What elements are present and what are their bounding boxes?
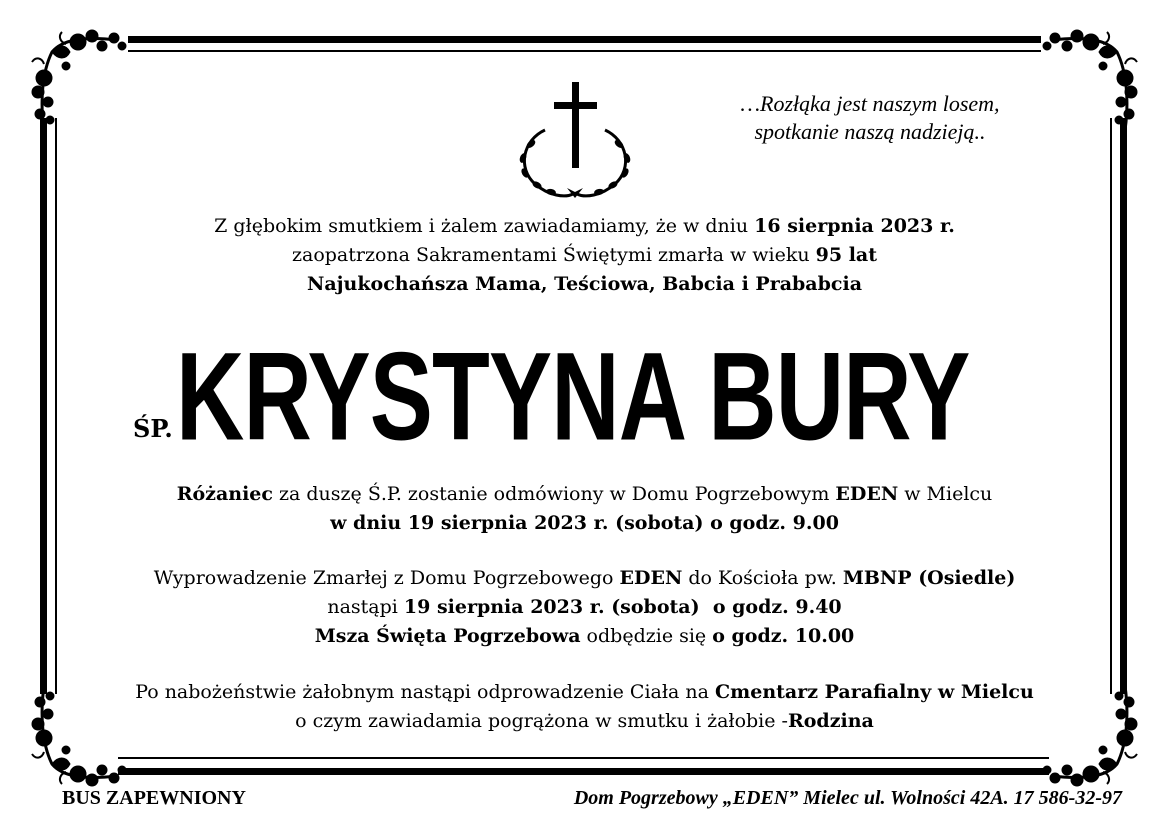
- quote: [700, 90, 1040, 146]
- procession-text: Wyprowadzenie Zmarłej z Domu Pogrzebowego: [153, 567, 620, 589]
- funeral-home-contact: Dom Pogrzebowy „EDEN” Mielec ul. Wolności 42A. 17 586-32-97: [573, 787, 1122, 809]
- closing-info: [0, 678, 1169, 736]
- family-roles: Najukochańsza Mama, Teściowa, Babcia i Prababcia: [307, 273, 862, 295]
- procession-datetime: 19 sierpnia 2023 r. (sobota) o godz. 9.40: [403, 596, 842, 618]
- closing-line-1: [0, 678, 1169, 707]
- announcement-line-3: [0, 270, 1169, 299]
- procession-text: do Kościoła pw.: [682, 567, 843, 589]
- procession-info: [0, 564, 1169, 651]
- church-name: MBNP (Osiedle): [842, 567, 1016, 589]
- announcement-text: zaopatrzona Sakramentami Świętymi zmarła w wieku: [291, 244, 816, 266]
- closing-line-2: [0, 707, 1169, 736]
- quote-line-1: …Rozłąka jest naszym losem,: [740, 91, 1000, 116]
- rosary-line-2: [0, 509, 1169, 538]
- rosary-datetime: w dniu 19 sierpnia 2023 r. (sobota) o godz. 9.00: [330, 512, 839, 534]
- closing-text: Po nabożeństwie żałobnym nastąpi odprowadzenie Ciała na: [135, 681, 716, 703]
- cemetery-name: Cmentarz Parafialny w Mielcu: [715, 681, 1034, 703]
- rosary-place: EDEN: [835, 483, 899, 505]
- procession-text: odbędzie się: [580, 625, 713, 647]
- frame-top-thin: [128, 50, 1041, 52]
- procession-line-1: [0, 564, 1169, 593]
- rosary-word: Różaniec: [176, 483, 273, 505]
- corner-ornament-top-right: [1037, 22, 1147, 132]
- deceased-name-row: [0, 326, 1169, 467]
- announcement-line-1: [0, 212, 1169, 241]
- cross-wreath-icon: [505, 78, 645, 208]
- procession-place: EDEN: [619, 567, 683, 589]
- procession-line-2: [0, 593, 1169, 622]
- frame-top-thick: [128, 36, 1041, 43]
- death-date: 16 sierpnia 2023 r.: [754, 215, 955, 237]
- frame-bottom-thick: [118, 768, 1049, 775]
- family-signature: Rodzina: [787, 710, 874, 732]
- rosary-text: w Mielcu: [898, 483, 993, 505]
- rosary-info: [0, 480, 1169, 538]
- announcement: [0, 212, 1169, 299]
- name-prefix: ŚP.: [133, 414, 173, 443]
- mass-label: Msza Święta Pogrzebowa: [314, 625, 581, 647]
- closing-text: o czym zawiadamia pogrążona w smutku i żałobie -: [295, 710, 788, 732]
- age: 95 lat: [815, 244, 878, 266]
- rosary-line-1: [0, 480, 1169, 509]
- rosary-text: za duszę Ś.P. zostanie odmówiony w Domu Pogrzebowym: [272, 483, 836, 505]
- procession-line-3: [0, 622, 1169, 651]
- mass-time: o godz. 10.00: [712, 625, 855, 647]
- announcement-line-2: [0, 241, 1169, 270]
- bus-note: BUS ZAPEWNIONY: [62, 787, 246, 809]
- deceased-name: KRYSTYNA BURY: [176, 327, 970, 467]
- announcement-text: Z głębokim smutkiem i żalem zawiadamiamy, że w dniu: [214, 215, 755, 237]
- corner-ornament-top-left: [22, 22, 132, 132]
- quote-line-2: spotkanie naszą nadzieją..: [754, 119, 986, 144]
- frame-bottom-thin: [118, 757, 1049, 759]
- procession-text: nastąpi: [327, 596, 404, 618]
